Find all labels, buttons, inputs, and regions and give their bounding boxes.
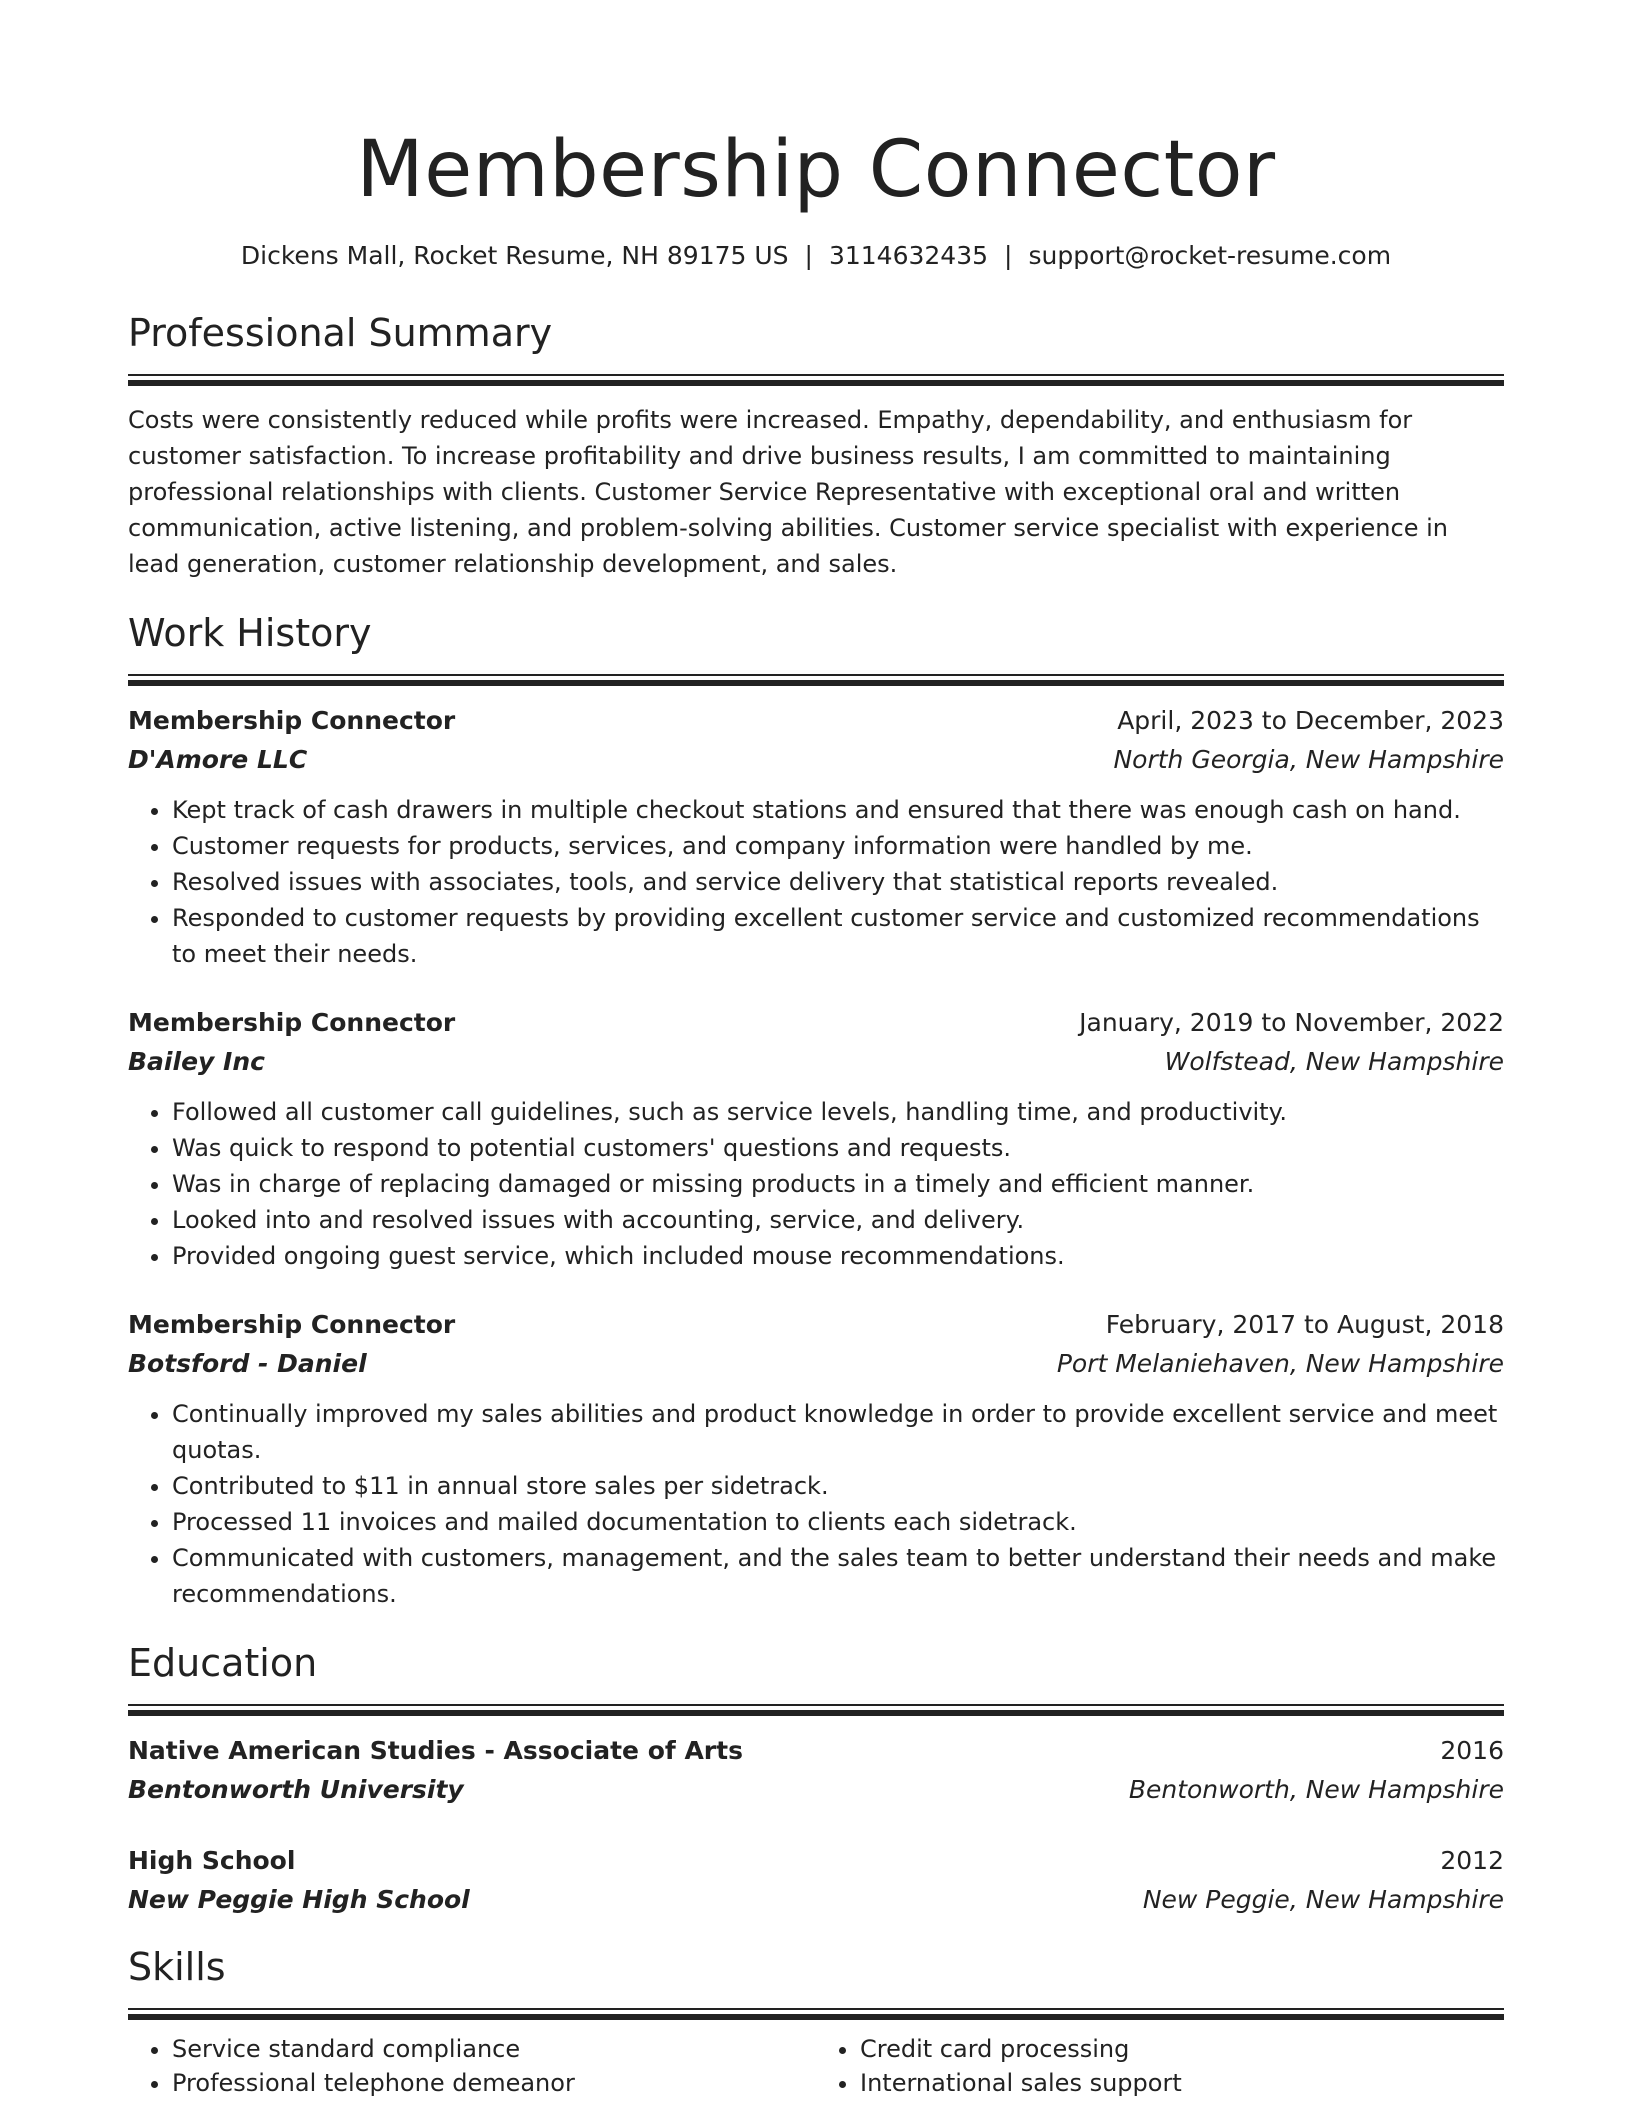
skills-column-left — [128, 2032, 816, 2100]
job-company: Bailey Inc — [128, 1047, 265, 1076]
education-location: New Peggie, New Hampshire — [1142, 1885, 1504, 1914]
skill-item: • International sales support — [860, 2066, 1504, 2100]
job-bullet: • Looked into and resolved issues with accounting, service, and delivery. — [172, 1202, 1504, 1238]
education-school: New Peggie High School — [128, 1885, 470, 1914]
summary-section — [128, 308, 1504, 582]
education-location: Bentonworth, New Hampshire — [1128, 1775, 1504, 1804]
contact-line — [128, 238, 1504, 274]
job-bullet: • Customer requests for products, services, and company information were handled by me. — [172, 828, 1504, 864]
skills-grid — [128, 2032, 1504, 2100]
job-bullet: • Resolved issues with associates, tools, and service delivery that statistical reports revealed. — [172, 864, 1504, 900]
section-title-work-history: Work History — [128, 611, 372, 655]
job-bullet: • Provided ongoing guest service, which included mouse recommendations. — [172, 1238, 1504, 1274]
job-bullets — [128, 1094, 1504, 1274]
job-bullet: • Kept track of cash drawers in multiple checkout stations and ensured that there was enough cash on hand. — [172, 792, 1504, 828]
job-entry — [128, 1004, 1504, 1274]
contact-address: Dickens Mall, Rocket Resume, NH 89175 US — [240, 241, 789, 270]
skills-section — [128, 1942, 1504, 2100]
education-degree: High School — [128, 1846, 296, 1875]
work-history-section — [128, 608, 1504, 1612]
education-degree: Native American Studies - Associate of Arts — [128, 1736, 743, 1765]
skill-item: • Service standard compliance — [172, 2032, 816, 2066]
job-header-row — [128, 1004, 1504, 1042]
education-entry — [128, 1842, 1504, 1920]
skill-item: • Professional telephone demeanor — [172, 2066, 816, 2100]
contact-phone: 3114632435 — [828, 241, 989, 270]
section-divider — [128, 374, 1504, 386]
education-section — [128, 1638, 1504, 1920]
skills-column-right — [816, 2032, 1504, 2100]
section-title-summary: Professional Summary — [128, 311, 553, 355]
job-dates: April, 2023 to December, 2023 — [1117, 706, 1504, 735]
job-title: Membership Connector — [128, 1008, 456, 1037]
job-bullet: • Communicated with customers, management, and the sales team to better understand their needs and make recommendations. — [172, 1540, 1504, 1612]
job-entry — [128, 1306, 1504, 1612]
job-company-row — [128, 740, 1504, 780]
section-title-skills: Skills — [128, 1945, 226, 1989]
job-bullet: • Processed 11 invoices and mailed documentation to clients each sidetrack. — [172, 1504, 1504, 1540]
job-company-row — [128, 1344, 1504, 1384]
education-school: Bentonworth University — [128, 1775, 464, 1804]
education-year: 2012 — [1440, 1846, 1504, 1875]
section-divider — [128, 1704, 1504, 1716]
job-location: North Georgia, New Hampshire — [1113, 745, 1504, 774]
job-bullet: • Was quick to respond to potential customers' questions and requests. — [172, 1130, 1504, 1166]
job-company-row — [128, 1042, 1504, 1082]
section-divider — [128, 674, 1504, 686]
resume-page — [128, 0, 1504, 2100]
job-dates: February, 2017 to August, 2018 — [1105, 1310, 1504, 1339]
section-divider — [128, 2008, 1504, 2020]
education-header-row — [128, 1842, 1504, 1880]
job-bullet: • Continually improved my sales abilities and product knowledge in order to provide excellent service and meet quotas. — [172, 1396, 1504, 1468]
job-dates: January, 2019 to November, 2022 — [1079, 1008, 1504, 1037]
job-header-row — [128, 1306, 1504, 1344]
job-bullet: • Responded to customer requests by providing excellent customer service and customized recommendations to meet their needs. — [172, 900, 1504, 972]
job-bullets — [128, 1396, 1504, 1612]
job-entry — [128, 702, 1504, 972]
education-header-row — [128, 1732, 1504, 1770]
job-bullet: • Was in charge of replacing damaged or missing products in a timely and efficient manner. — [172, 1166, 1504, 1202]
contact-separator: | — [804, 241, 813, 270]
education-year: 2016 — [1440, 1736, 1504, 1765]
education-school-row — [128, 1770, 1504, 1810]
education-school-row — [128, 1880, 1504, 1920]
section-title-education: Education — [128, 1641, 318, 1685]
job-bullets — [128, 792, 1504, 972]
contact-separator: | — [1004, 241, 1013, 270]
skill-item: • Credit card processing — [860, 2032, 1504, 2066]
job-bullet: • Followed all customer call guidelines, such as service levels, handling time, and productivity. — [172, 1094, 1504, 1130]
job-header-row — [128, 702, 1504, 740]
candidate-name: Membership Connector — [356, 125, 1276, 215]
education-entry — [128, 1732, 1504, 1810]
contact-email: support@rocket-resume.com — [1028, 241, 1392, 270]
summary-text: Costs were consistently reduced while profits were increased. Empathy, dependability, and enthusiasm for customer satisfaction. To increase profitability and drive business results, I am committed to maintaining professional relationships with clients. Customer Service Representative with exceptional oral and written communication, active listening, and problem-solving abilities. Customer service specialist with experience in lead generation, customer relationship development, and sales. — [128, 406, 1448, 578]
job-company: D'Amore LLC — [128, 745, 308, 774]
job-title: Membership Connector — [128, 1310, 456, 1339]
job-location: Wolfstead, New Hampshire — [1164, 1047, 1504, 1076]
job-company: Botsford - Daniel — [128, 1349, 367, 1378]
job-title: Membership Connector — [128, 706, 456, 735]
job-bullet: • Contributed to $11 in annual store sales per sidetrack. — [172, 1468, 1504, 1504]
job-location: Port Melaniehaven, New Hampshire — [1056, 1349, 1504, 1378]
